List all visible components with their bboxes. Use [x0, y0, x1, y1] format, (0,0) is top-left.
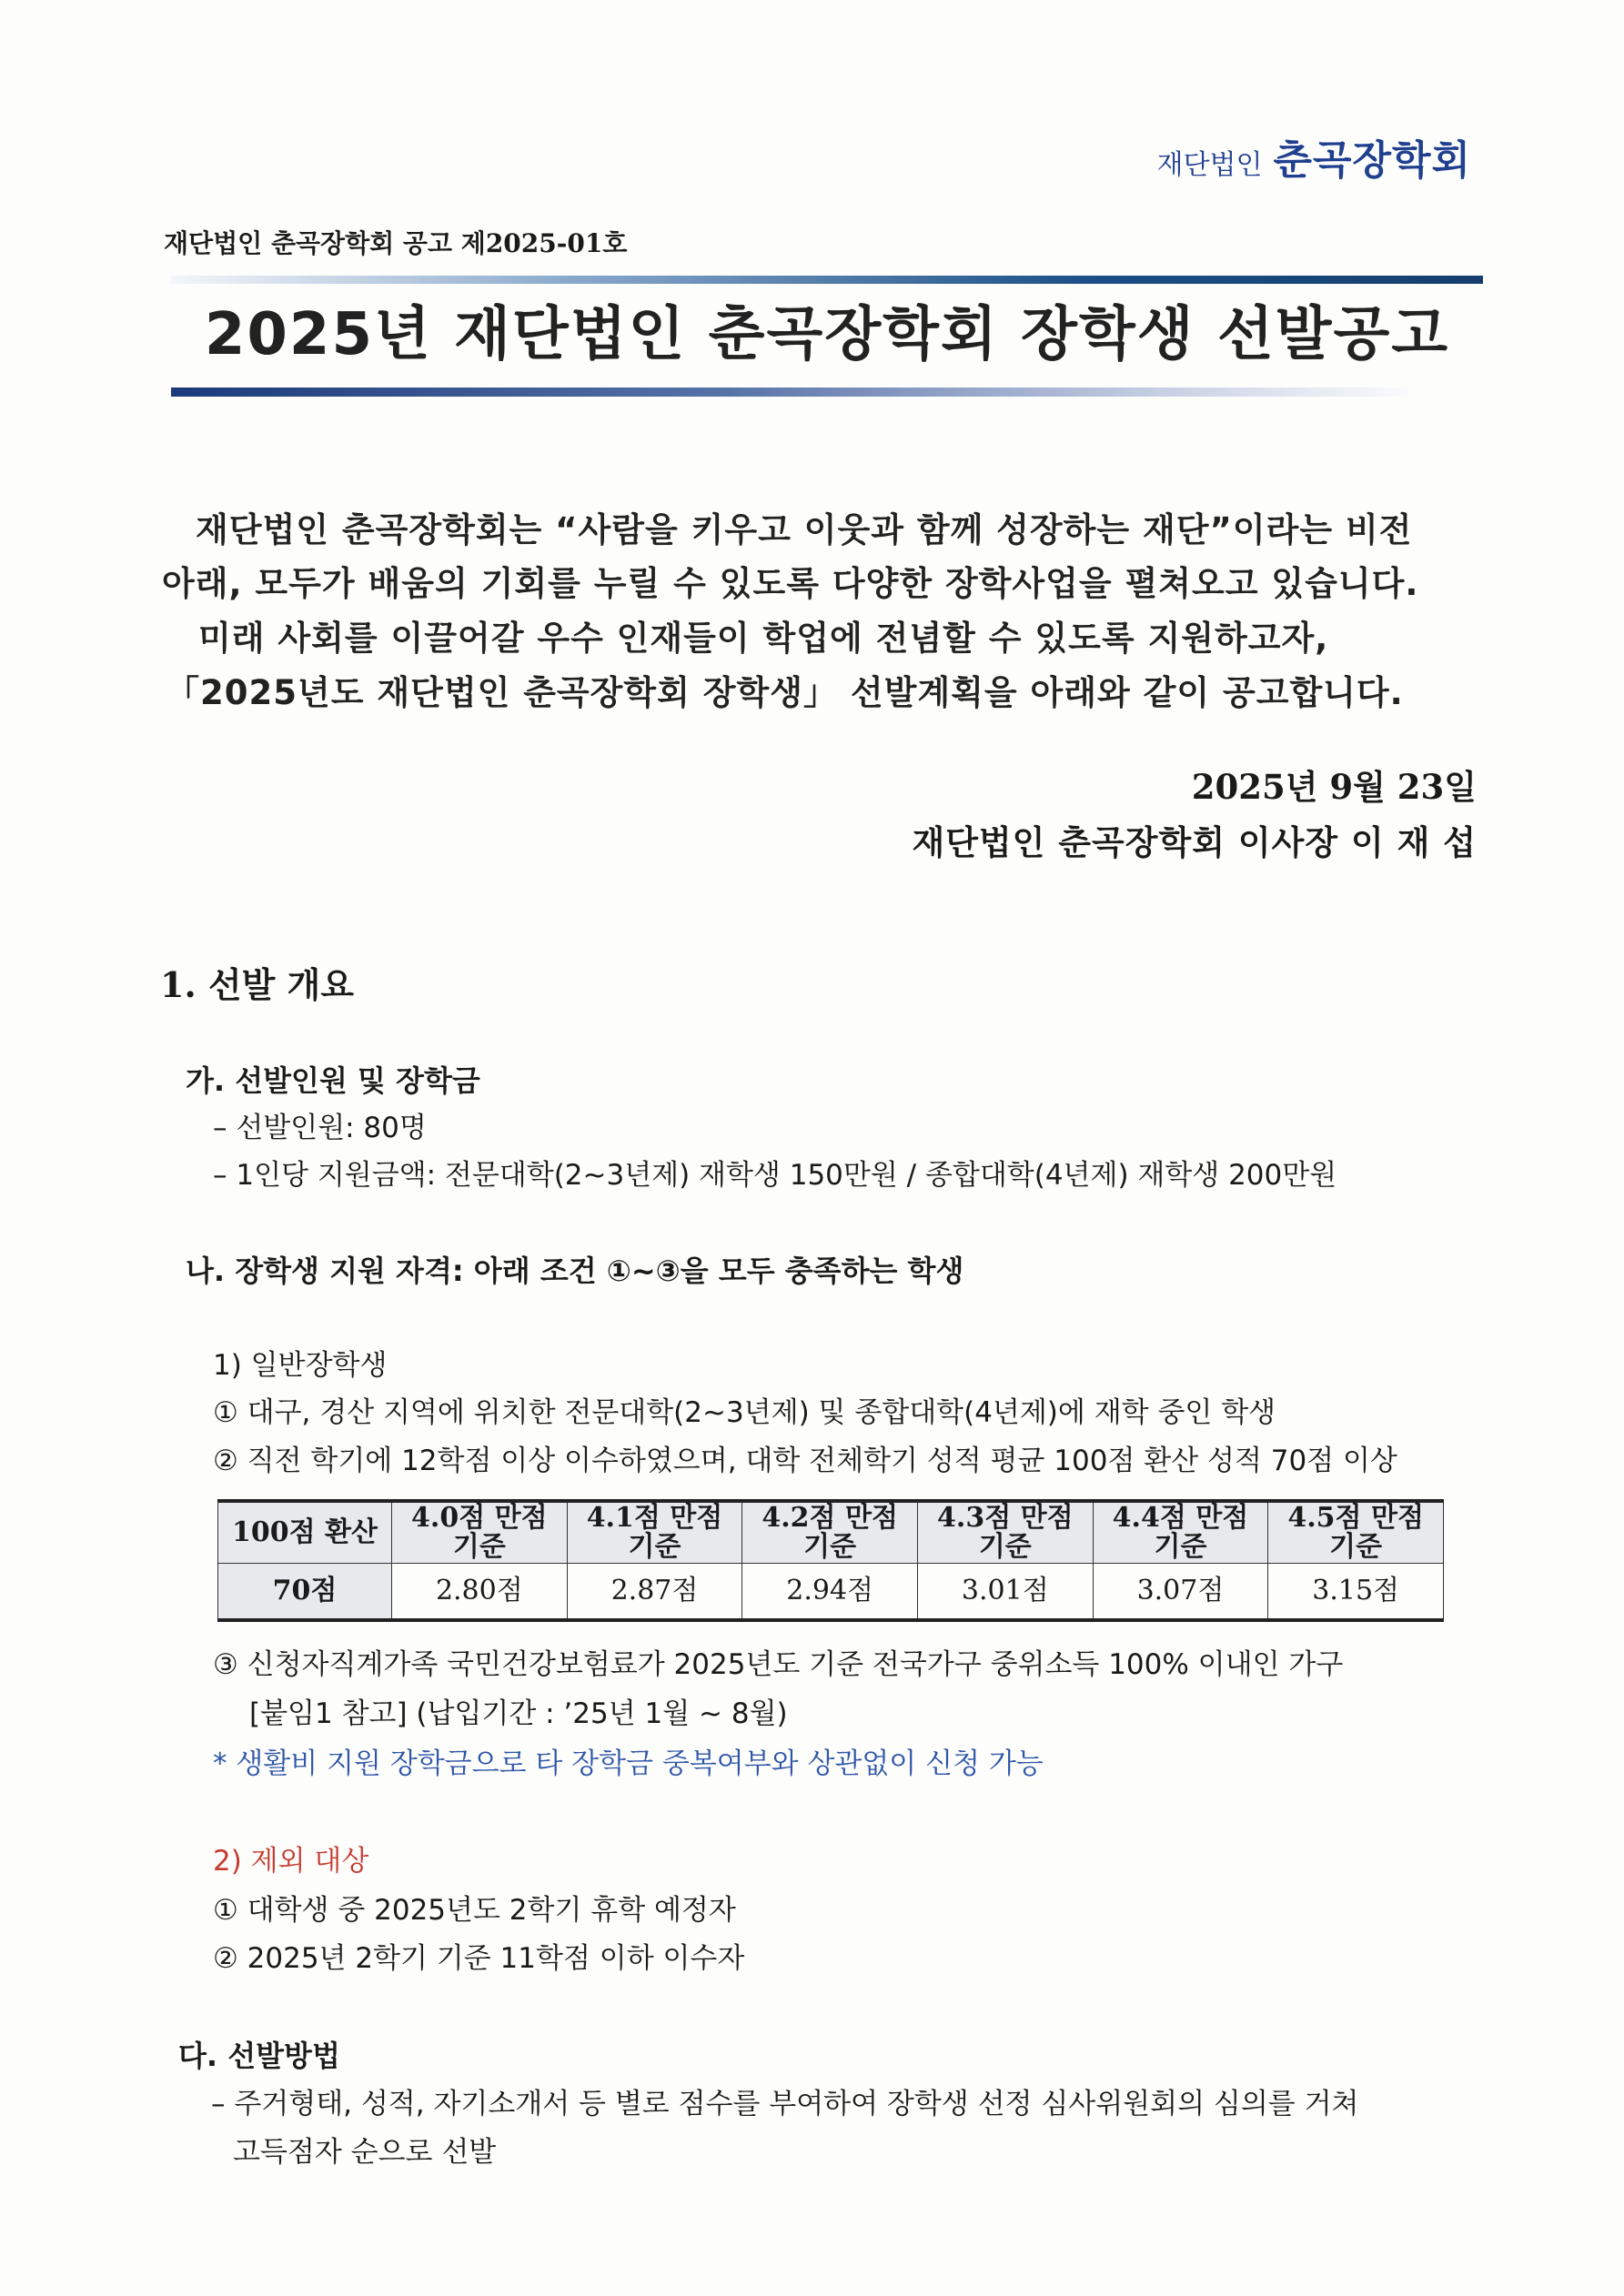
table-header-label: 100점 환산 — [218, 1501, 392, 1564]
notice-date: 2025년 9월 23일 — [1191, 767, 1477, 807]
subsection-da-title: 다. 선발방법 — [178, 2039, 340, 2073]
condition-2: ② 직전 학기에 12학점 이상 이수하였으며, 대학 전체학기 성적 평균 100점 환산 성적 70점 이상 — [213, 1445, 1397, 1477]
table-cell: 2.94점 — [742, 1564, 918, 1621]
table-header-cell: 4.5점 만점 기준 — [1268, 1501, 1444, 1564]
subsection-ga-title: 가. 선발인원 및 장학금 — [186, 1063, 480, 1098]
section-1-title: 1. 선발 개요 — [160, 964, 354, 1005]
exclusion-title: 2) 제외 대상 — [213, 1845, 369, 1878]
table-cell: 3.01점 — [917, 1564, 1093, 1621]
title-rule-top — [171, 276, 1483, 284]
notice-number: 재단법인 춘곡장학회 공고 제2025-01호 — [164, 228, 628, 258]
intro-line-4: 「2025년도 재단법인 춘곡장학회 장학생」 선발계획을 아래와 같이 공고합니다. — [166, 673, 1404, 712]
table-cell: 3.07점 — [1093, 1564, 1268, 1621]
grade-conversion-table — [217, 1499, 1444, 1622]
condition-1: ① 대구, 경산 지역에 위치한 전문대학(2~3년제) 및 종합대학(4년제)에 재학 중인 학생 — [213, 1396, 1276, 1429]
table-cell: 2.80점 — [392, 1564, 568, 1621]
table-row-label: 70점 — [218, 1564, 392, 1621]
selection-count: – 선발인원: 80명 — [213, 1112, 427, 1144]
foundation-logo — [1157, 127, 1471, 186]
table-header-cell: 4.4점 만점 기준 — [1093, 1501, 1268, 1564]
table-header-cell: 4.2점 만점 기준 — [742, 1501, 918, 1564]
table-row — [218, 1564, 1444, 1621]
title-rule-bottom — [171, 388, 1408, 397]
intro-line-3: 미래 사회를 이끌어갈 우수 인재들이 학업에 전념할 수 있도록 지원하고자, — [198, 619, 1329, 658]
selection-method-line-2: 고득점자 순으로 선발 — [233, 2136, 497, 2169]
support-amount: – 1인당 지원금액: 전문대학(2~3년제) 재학생 150만원 / 종합대학(4년제) 재학생 200만원 — [213, 1159, 1337, 1192]
table-cell: 2.87점 — [567, 1564, 742, 1621]
table-header-cell: 4.0점 만점 기준 — [392, 1501, 568, 1564]
logo-prefix: 재단법인 — [1156, 149, 1263, 181]
signer: 재단법인 춘곡장학회 이사장 이 재 섭 — [912, 823, 1477, 862]
table-header-cell: 4.1점 만점 기준 — [567, 1501, 742, 1564]
table-cell: 3.15점 — [1268, 1564, 1444, 1621]
table-header-row — [218, 1501, 1444, 1564]
intro-line-2: 아래, 모두가 배움의 기회를 누릴 수 있도록 다양한 장학사업을 펼쳐오고 있습니다. — [162, 564, 1419, 603]
eligibility-note: * 생활비 지원 장학금으로 타 장학금 중복여부와 상관없이 신청 가능 — [213, 1747, 1044, 1780]
general-scholar-title: 1) 일반장학생 — [213, 1349, 388, 1382]
intro-line-1: 재단법인 춘곡장학회는 “사람을 키우고 이웃과 함께 성장하는 재단”이라는 비전 — [196, 510, 1413, 549]
document-title: 2025년 재단법인 춘곡장학회 장학생 선발공고 — [204, 301, 1450, 368]
table-header-cell: 4.3점 만점 기준 — [917, 1501, 1093, 1564]
subsection-na-title: 나. 장학생 지원 자격: 아래 조건 ①~③을 모두 충족하는 학생 — [186, 1254, 964, 1288]
logo-name: 춘곡장학회 — [1273, 137, 1471, 184]
condition-3: ③ 신청자직계가족 국민건강보험료가 2025년도 기준 전국가구 중위소득 100% 이내인 가구 — [213, 1648, 1344, 1681]
condition-3-reference: [붙임1 참고] (납입기간 : ’25년 1월 ~ 8월) — [249, 1697, 788, 1730]
exclusion-2: ② 2025년 2학기 기준 11학점 이하 이수자 — [213, 1942, 745, 1975]
selection-method-line-1: – 주거형태, 성적, 자기소개서 등 별로 점수를 부여하여 장학생 선정 심사위원회의 심의를 거쳐 — [211, 2088, 1359, 2120]
exclusion-1: ① 대학생 중 2025년도 2학기 휴학 예정자 — [213, 1894, 736, 1927]
